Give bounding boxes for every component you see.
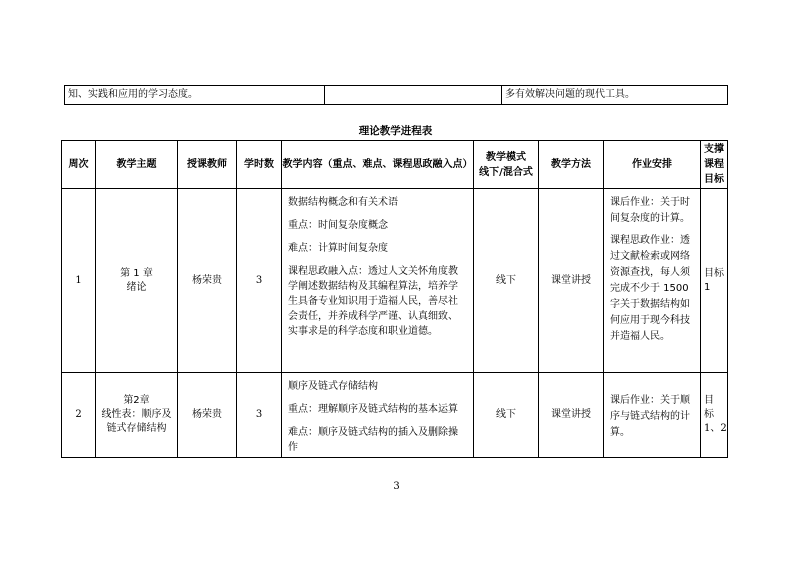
header-support-line3: 目标: [704, 174, 724, 185]
cell-mode: 线下: [474, 373, 539, 458]
topic-line: 链式存储结构: [106, 423, 167, 434]
header-hours: 学时数: [237, 141, 282, 189]
cell-week: 2: [62, 373, 96, 458]
header-content: 教学内容（重点、难点、课程思政融入点）: [282, 141, 474, 189]
cell-week: 1: [62, 189, 96, 373]
table-row: [62, 373, 728, 458]
table-cell: [325, 86, 502, 105]
cell-topic: [96, 189, 178, 373]
homework-line: 课程思政作业：透过文献检索或网络资源查找，每人须完成不少于 1500 字关于数据结构如何应用于现今科技并造福人民。: [610, 235, 690, 342]
cell-hours: 3: [237, 373, 282, 458]
topic-line: 第 1 章: [120, 267, 153, 279]
header-teacher: 授课教师: [178, 141, 237, 189]
header-mode: [474, 141, 539, 189]
homework-line: 课后作业：关于时间复杂度的计算。: [610, 197, 690, 224]
target-line: 目 标: [704, 395, 724, 420]
header-support-line1: 支撑: [704, 144, 724, 155]
header-week: 周次: [62, 141, 96, 189]
cell-hours: 3: [237, 189, 282, 373]
homework-line: 课后作业：关于顺序与链式结构的计算。: [610, 395, 690, 438]
content-line: 数据结构概念和有关术语: [288, 197, 398, 208]
cell-content: [282, 189, 474, 373]
content-difficulty: 难点：顺序及链式结构的插入及删除操作: [288, 427, 458, 453]
header-homework: 作业安排: [604, 141, 701, 189]
cell-content: [282, 373, 474, 458]
cell-method: 课堂讲授: [539, 189, 604, 373]
content-line: 顺序及链式存储结构: [288, 381, 378, 392]
content-key-point: 重点：理解顺序及链式结构的基本运算: [288, 404, 458, 415]
content-difficulty: 难点：计算时间复杂度: [288, 243, 388, 254]
header-row: [62, 141, 728, 189]
header-topic: 教学主题: [96, 141, 178, 189]
table-cell: 多有效解决问题的现代工具。: [502, 86, 728, 105]
cell-teacher: 杨荣贵: [178, 189, 237, 373]
header-method: 教学方法: [539, 141, 604, 189]
header-support-target: [701, 141, 728, 189]
target-line: 1、2: [704, 423, 727, 434]
table-cell: 知、实践和应用的学习态度。: [65, 86, 325, 105]
table-title: 理论教学进程表: [358, 125, 433, 137]
header-support-line2: 课程: [704, 159, 724, 170]
cell-mode: 线下: [474, 189, 539, 373]
content-ideology-point: 课程思政融入点：透过人文关怀角度教学阐述数据结构及其编程算法，培养学生具备专业知识用于造福人民，善尽社会责任，并养成科学严谨、认真细致、实事求是的科学态度和职业道德。: [288, 266, 458, 337]
page-number: 3: [393, 481, 400, 492]
table-row: [65, 86, 728, 105]
content-key-point: 重点：时间复杂度概念: [288, 220, 388, 231]
cell-teacher: 杨荣贵: [178, 373, 237, 458]
previous-table-continuation: [64, 85, 728, 105]
cell-topic: [96, 373, 178, 458]
header-mode-line2: 线下/混合式: [479, 166, 533, 178]
table-row: [62, 189, 728, 373]
topic-line: 绪论: [126, 281, 147, 293]
topic-line: 线性表：顺序及: [101, 409, 172, 420]
theory-teaching-schedule-table: [61, 140, 728, 458]
cell-target: 目标1: [701, 189, 728, 373]
cell-method: 课堂讲授: [539, 373, 604, 458]
cell-homework: [604, 189, 701, 373]
cell-target: [701, 373, 728, 458]
cell-homework: [604, 373, 701, 458]
header-mode-line1: 教学模式: [486, 151, 526, 163]
topic-line: 第2章: [123, 395, 150, 406]
